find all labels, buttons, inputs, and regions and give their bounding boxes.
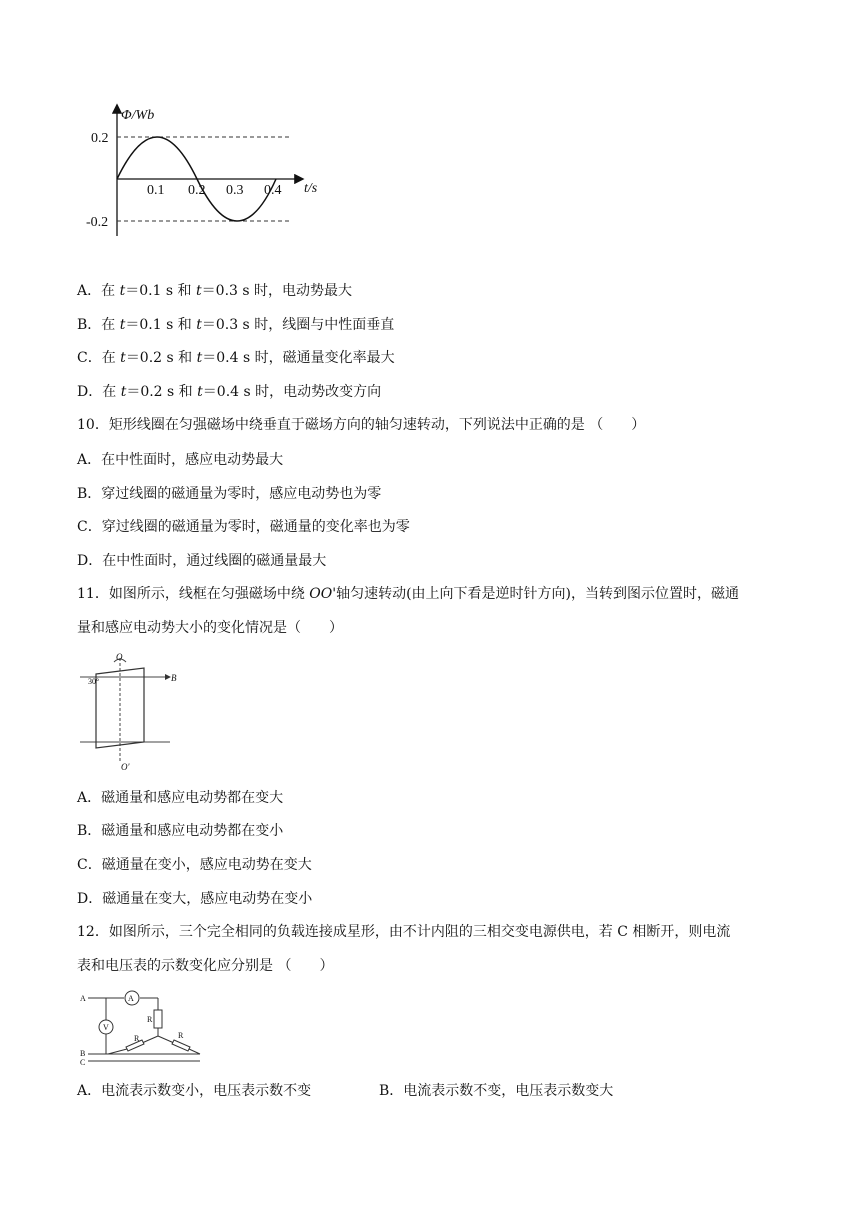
resistor-c xyxy=(172,1040,190,1051)
q10-option-b: B．穿过线圈的磁通量为零时，感应电动势也为零 xyxy=(77,486,382,502)
label-o-prime: O' xyxy=(121,762,130,772)
x-tick-4: 0.4 xyxy=(264,183,282,198)
x-tick-1: 0.1 xyxy=(147,183,165,198)
q11-stem-line2: 量和感应电动势大小的变化情况是（ ） xyxy=(77,620,343,636)
flux-time-graph xyxy=(80,100,340,245)
terminal-c-label: C xyxy=(80,1058,86,1067)
q11-stem-line1: 11．如图所示，线框在匀强磁场中绕 OO'轴匀速转动(由上向下看是逆时针方向)，当转到图示位置时，磁通 xyxy=(77,586,740,602)
q12-stem-line2: 表和电压表的示数变化应分别是 （ ） xyxy=(77,958,334,974)
q11-option-d: D．磁通量在变大，感应电动势在变小 xyxy=(77,891,313,907)
q9-option-c: C．在 t＝0.2 s 和 t＝0.4 s 时，磁通量变化率最大 xyxy=(77,350,395,366)
voltmeter-label: V xyxy=(103,1023,109,1032)
y-tick-bottom: -0.2 xyxy=(86,215,109,230)
label-b: B xyxy=(171,673,177,683)
resistor-a xyxy=(154,1010,162,1028)
arm-left xyxy=(142,1036,158,1043)
q12-stem-line1: 12．如图所示，三个完全相同的负载连接成星形，由不计内阻的三相交变电源供电，若 C 相断开，则电流 xyxy=(77,924,731,940)
arm-right xyxy=(158,1036,174,1043)
q10-option-a: A．在中性面时，感应电动势最大 xyxy=(77,452,284,468)
terminal-a-label: A xyxy=(80,994,86,1003)
q9-option-d: D．在 t＝0.2 s 和 t＝0.4 s 时，电动势改变方向 xyxy=(77,384,382,400)
x-tick-2: 0.2 xyxy=(188,183,206,198)
q11-option-b: B．磁通量和感应电动势都在变小 xyxy=(77,823,284,839)
q9-option-a: A．在 t＝0.1 s 和 t＝0.3 s 时，电动势最大 xyxy=(77,283,353,299)
terminal-b-label: B xyxy=(80,1049,86,1058)
label-angle: 30° xyxy=(88,677,100,686)
x-axis-label: t/s xyxy=(304,181,318,196)
y-tick-top: 0.2 xyxy=(91,131,109,146)
rotating-frame-figure xyxy=(78,650,188,772)
arm-right-2 xyxy=(189,1049,200,1054)
q11-option-c: C．磁通量在变小，感应电动势在变大 xyxy=(77,857,312,873)
y-axis-label: Φ/Wb xyxy=(121,108,155,123)
resistor-c-label: R xyxy=(178,1031,184,1040)
resistor-b-label: R xyxy=(134,1034,140,1043)
q10-stem: 10．矩形线圈在匀强磁场中绕垂直于磁场方向的轴匀速转动，下列说法中正确的是 （ ） xyxy=(77,417,646,433)
three-phase-circuit-figure xyxy=(78,988,208,1068)
resistor-a-label: R xyxy=(147,1015,153,1024)
q10-option-d: D．在中性面时，通过线圈的磁通量最大 xyxy=(77,553,327,569)
q10-option-c: C．穿过线圈的磁通量为零时，磁通量的变化率也为零 xyxy=(77,519,410,535)
q9-option-b: B．在 t＝0.1 s 和 t＝0.3 s 时，线圈与中性面垂直 xyxy=(77,317,395,333)
x-tick-3: 0.3 xyxy=(226,183,244,198)
arm-left-2 xyxy=(108,1049,127,1054)
q12-option-a: A．电流表示数变小，电压表示数不变 xyxy=(77,1083,312,1099)
q11-option-a: A．磁通量和感应电动势都在变大 xyxy=(77,790,284,806)
q12-option-b: B．电流表示数不变，电压表示数变大 xyxy=(379,1083,614,1099)
ammeter-label: A xyxy=(128,994,134,1003)
label-o: O xyxy=(116,652,123,662)
